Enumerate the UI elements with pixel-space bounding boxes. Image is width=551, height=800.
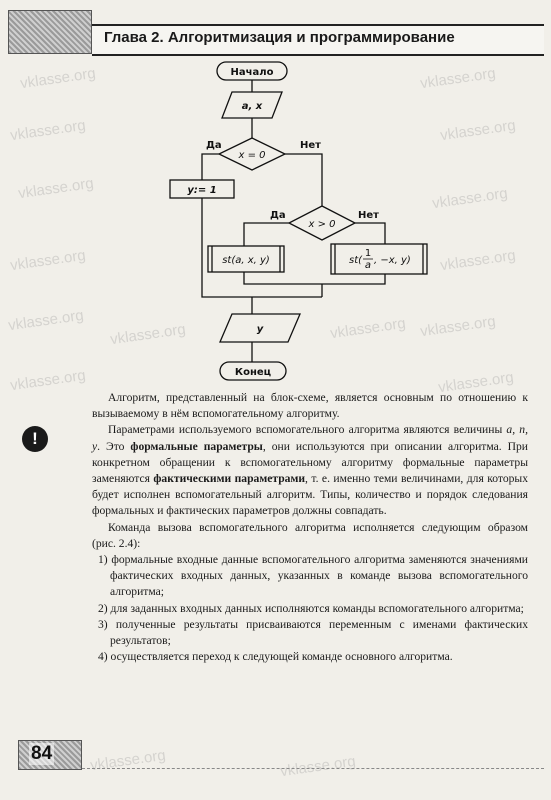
- watermark: vklasse.org: [437, 368, 515, 397]
- watermark: vklasse.org: [439, 116, 517, 145]
- paragraph-2: Параметрами используемого вспомогательного алгоритма являются величины a, n, y. Это формальные параметры, они используются при описании алгоритма. При конкретном обращении к вспомогательному алгоритму формальные параметры заменяются фактическими параметрами, т. е. именно теми величинами, для которых будет исполнен вспомогательный алгоритм. Типы, количество и порядок следования формальных и фактических параметров должны совпадать.: [92, 423, 529, 518]
- chapter-title: Глава 2. Алгоритмизация и программирование: [104, 29, 455, 46]
- body-text: [92, 390, 528, 665]
- list-item: 1) формальные входные данные вспомогательного алгоритма заменяются значениями фактических входных данных, указанных в команде вызова вспомогательного алгоритма;: [98, 553, 528, 599]
- call2-numerator: 1: [364, 248, 372, 259]
- cond2-label: x > 0: [308, 219, 336, 230]
- paragraph-3: Команда вызова вспомогательного алгоритма исполняется следующим образом (рис. 2.4):: [92, 520, 528, 550]
- start-label: Начало: [230, 67, 274, 78]
- term-formal-params: формальные параметры: [130, 439, 263, 453]
- watermark: vklasse.org: [9, 366, 87, 395]
- watermark: vklasse.org: [9, 116, 87, 145]
- watermark: vklasse.org: [419, 312, 497, 341]
- paragraph-1: Алгоритм, представленный на блок-схеме, является основным по отношению к вызываемому в нём вспомогательному алгоритму.: [92, 391, 528, 421]
- call2-prefix: st(: [349, 255, 363, 266]
- watermark: vklasse.org: [17, 174, 95, 203]
- watermark: vklasse.org: [89, 746, 167, 775]
- page-number: 84: [31, 743, 53, 764]
- footer-line: [82, 768, 544, 769]
- cond2-no: Нет: [358, 210, 379, 221]
- input-label: a, x: [241, 101, 263, 112]
- end-label: Конец: [234, 367, 272, 378]
- watermark: vklasse.org: [9, 246, 87, 275]
- list-item: 4) осуществляется переход к следующей команде основного алгоритма.: [98, 650, 453, 664]
- assign-label: y:= 1: [187, 185, 217, 196]
- list-item: 3) полученные результаты присваиваются переменным с именами фактических результатов;: [98, 617, 528, 648]
- cond1-no: Нет: [300, 140, 321, 151]
- watermark: vklasse.org: [109, 320, 187, 349]
- watermark: vklasse.org: [431, 184, 509, 213]
- watermark: vklasse.org: [279, 752, 357, 781]
- output-label: y: [256, 324, 264, 335]
- steps-list: [92, 552, 528, 665]
- param-vars: a, n, y: [92, 423, 528, 453]
- call2-denominator: a: [364, 260, 372, 271]
- watermark: vklasse.org: [419, 64, 497, 93]
- watermark: vklasse.org: [329, 314, 407, 343]
- page-number-box: [18, 740, 82, 770]
- watermark: vklasse.org: [439, 246, 517, 275]
- cond2-yes: Да: [270, 210, 286, 221]
- cond1-label: x = 0: [238, 150, 266, 161]
- list-item: 2) для заданных входных данных исполняются команды вспомогательного алгоритма;: [98, 601, 524, 615]
- term-actual-params: фактическими параметрами: [153, 472, 306, 486]
- cond1-yes: Да: [206, 140, 222, 151]
- call2-suffix: , −x, y): [374, 255, 411, 266]
- watermark: vklasse.org: [19, 64, 97, 93]
- call1-label: st(a, x, y): [222, 255, 270, 266]
- watermark: vklasse.org: [7, 306, 85, 335]
- attention-icon: !: [22, 426, 48, 452]
